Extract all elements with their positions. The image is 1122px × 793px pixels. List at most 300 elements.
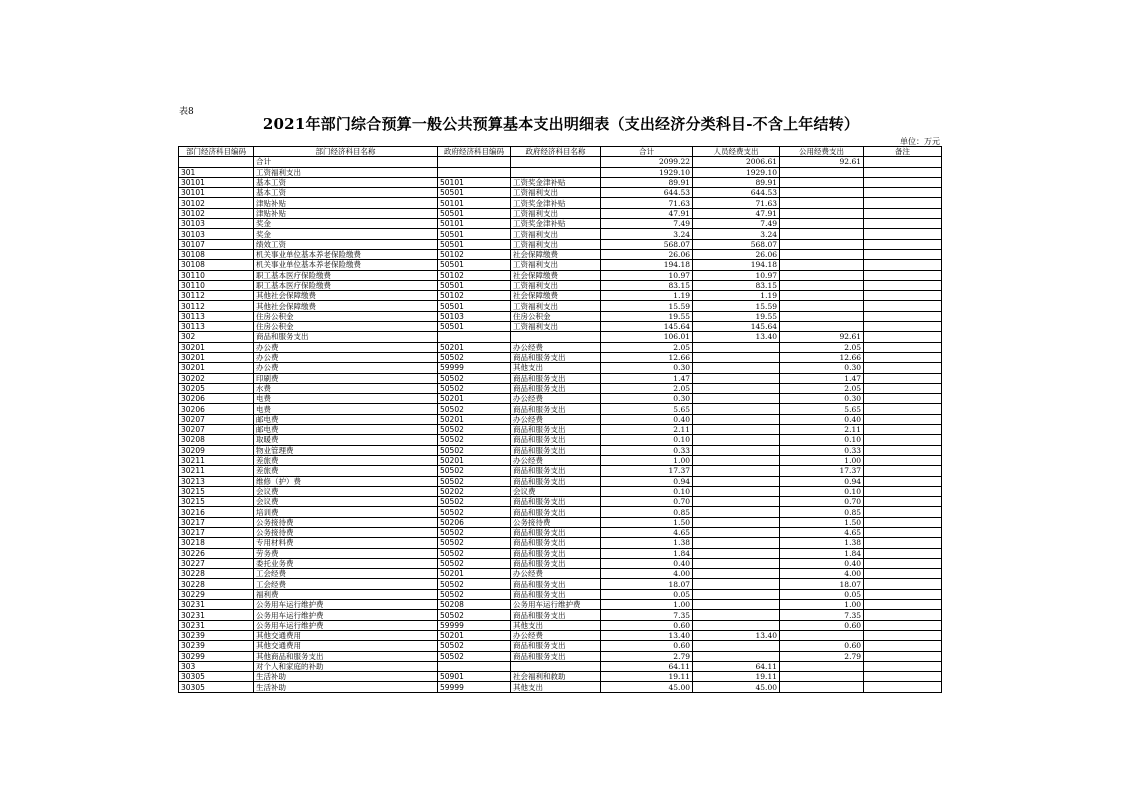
- personnel-cell: 194.18: [693, 260, 780, 270]
- remark-cell: [864, 538, 942, 548]
- gov-code-cell: 50201: [438, 414, 511, 424]
- public-cell: 12.66: [780, 352, 864, 362]
- gov-code-cell: 50206: [438, 517, 511, 527]
- public-cell: [780, 198, 864, 208]
- table-row: [179, 425, 942, 435]
- total-cell: 0.10: [601, 486, 693, 496]
- public-cell: [780, 219, 864, 229]
- total-cell: 0.60: [601, 641, 693, 651]
- total-cell: 0.70: [601, 497, 693, 507]
- table-row: [179, 352, 942, 362]
- dept-code-cell: 30305: [179, 672, 254, 682]
- total-cell: 26.06: [601, 249, 693, 259]
- gov-name-cell: 商品和服务支出: [511, 425, 601, 435]
- remark-cell: [864, 188, 942, 198]
- header-gov-name: 政府经济科目名称: [511, 147, 601, 157]
- public-cell: [780, 239, 864, 249]
- dept-name-cell: 公务用车运行维护费: [254, 610, 438, 620]
- total-cell: 0.40: [601, 558, 693, 568]
- table-row: [179, 641, 942, 651]
- gov-name-cell: 办公经费: [511, 630, 601, 640]
- table-row: [179, 620, 942, 630]
- gov-code-cell: 50502: [438, 651, 511, 661]
- dept-code-cell: 30101: [179, 188, 254, 198]
- total-cell: 7.49: [601, 219, 693, 229]
- dept-name-cell: 印刷费: [254, 373, 438, 383]
- personnel-cell: [693, 394, 780, 404]
- dept-name-cell: 绩效工资: [254, 239, 438, 249]
- personnel-cell: [693, 455, 780, 465]
- dept-name-cell: 委托业务费: [254, 558, 438, 568]
- dept-name-cell: 奖金: [254, 229, 438, 239]
- table-row: [179, 445, 942, 455]
- remark-cell: [864, 641, 942, 651]
- dept-code-cell: 30103: [179, 229, 254, 239]
- dept-name-cell: 其他商品和服务支出: [254, 651, 438, 661]
- dept-code-cell: 30217: [179, 527, 254, 537]
- remark-cell: [864, 352, 942, 362]
- personnel-cell: [693, 373, 780, 383]
- remark-cell: [864, 342, 942, 352]
- gov-code-cell: 50208: [438, 600, 511, 610]
- personnel-cell: [693, 589, 780, 599]
- personnel-cell: [693, 342, 780, 352]
- remark-cell: [864, 435, 942, 445]
- gov-code-cell: 50201: [438, 455, 511, 465]
- remark-cell: [864, 167, 942, 177]
- gov-code-cell: 50501: [438, 260, 511, 270]
- gov-name-cell: 商品和服务支出: [511, 507, 601, 517]
- gov-code-cell: 50502: [438, 425, 511, 435]
- total-cell: 1929.10: [601, 167, 693, 177]
- personnel-cell: [693, 641, 780, 651]
- dept-code-cell: 30229: [179, 589, 254, 599]
- public-cell: [780, 177, 864, 187]
- total-cell: 1.84: [601, 548, 693, 558]
- remark-cell: [864, 600, 942, 610]
- remark-cell: [864, 270, 942, 280]
- personnel-cell: 64.11: [693, 661, 780, 671]
- gov-name-cell: 商品和服务支出: [511, 589, 601, 599]
- public-cell: 1.00: [780, 455, 864, 465]
- public-cell: 0.30: [780, 363, 864, 373]
- dept-code-cell: 30231: [179, 620, 254, 630]
- personnel-cell: [693, 486, 780, 496]
- remark-cell: [864, 208, 942, 218]
- remark-cell: [864, 404, 942, 414]
- total-cell: 568.07: [601, 239, 693, 249]
- dept-name-cell: 机关事业单位基本养老保险缴费: [254, 249, 438, 259]
- public-cell: 0.05: [780, 589, 864, 599]
- dept-code-cell: 30239: [179, 641, 254, 651]
- table-row: [179, 466, 942, 476]
- total-cell: 3.24: [601, 229, 693, 239]
- public-cell: 2.79: [780, 651, 864, 661]
- dept-code-cell: 30231: [179, 600, 254, 610]
- public-cell: 0.10: [780, 435, 864, 445]
- public-cell: 0.30: [780, 394, 864, 404]
- remark-cell: [864, 425, 942, 435]
- total-cell: 83.15: [601, 280, 693, 290]
- gov-name-cell: 其他支出: [511, 682, 601, 692]
- table-row: [179, 177, 942, 187]
- table-row: [179, 589, 942, 599]
- gov-code-cell: 50201: [438, 394, 511, 404]
- total-cell: 0.94: [601, 476, 693, 486]
- gov-code-cell: 50502: [438, 497, 511, 507]
- gov-name-cell: 工资福利支出: [511, 260, 601, 270]
- gov-code-cell: 50502: [438, 641, 511, 651]
- gov-name-cell: 商品和服务支出: [511, 497, 601, 507]
- total-cell: 1.00: [601, 455, 693, 465]
- total-cell: 45.00: [601, 682, 693, 692]
- gov-code-cell: 50102: [438, 270, 511, 280]
- dept-name-cell: 福利费: [254, 589, 438, 599]
- gov-name-cell: 办公经费: [511, 569, 601, 579]
- public-cell: 92.61: [780, 332, 864, 342]
- gov-code-cell: 50502: [438, 579, 511, 589]
- remark-cell: [864, 394, 942, 404]
- table-row: [179, 579, 942, 589]
- gov-code-cell: 50101: [438, 198, 511, 208]
- remark-cell: [864, 630, 942, 640]
- remark-cell: [864, 507, 942, 517]
- dept-name-cell: 会议费: [254, 497, 438, 507]
- table-row: [179, 239, 942, 249]
- table-row: [179, 600, 942, 610]
- dept-code-cell: 30211: [179, 455, 254, 465]
- public-cell: 18.07: [780, 579, 864, 589]
- gov-name-cell: 办公经费: [511, 342, 601, 352]
- table-row: [179, 661, 942, 671]
- gov-name-cell: 工资福利支出: [511, 239, 601, 249]
- dept-code-cell: 30201: [179, 342, 254, 352]
- personnel-cell: [693, 527, 780, 537]
- personnel-cell: [693, 435, 780, 445]
- total-cell: 2.79: [601, 651, 693, 661]
- dept-name-cell: 职工基本医疗保险缴费: [254, 270, 438, 280]
- header-personnel: 人员经费支出: [693, 147, 780, 157]
- table-row: [179, 548, 942, 558]
- gov-code-cell: 50502: [438, 404, 511, 414]
- dept-code-cell: 30108: [179, 260, 254, 270]
- public-cell: 1.47: [780, 373, 864, 383]
- public-cell: [780, 630, 864, 640]
- gov-code-cell: 50502: [438, 610, 511, 620]
- public-cell: 1.84: [780, 548, 864, 558]
- gov-code-cell: 50502: [438, 373, 511, 383]
- table-row: [179, 414, 942, 424]
- personnel-cell: 15.59: [693, 301, 780, 311]
- gov-name-cell: [511, 167, 601, 177]
- gov-name-cell: 商品和服务支出: [511, 466, 601, 476]
- total-cell: 10.97: [601, 270, 693, 280]
- dept-name-cell: 住房公积金: [254, 311, 438, 321]
- remark-cell: [864, 466, 942, 476]
- total-cell: 89.91: [601, 177, 693, 187]
- gov-name-cell: 社会保障缴费: [511, 270, 601, 280]
- unit-label: 单位：万元: [900, 137, 940, 146]
- dept-code-cell: 30215: [179, 486, 254, 496]
- header-dept-name: 部门经济科目名称: [254, 147, 438, 157]
- gov-code-cell: 50501: [438, 280, 511, 290]
- dept-name-cell: 差旅费: [254, 455, 438, 465]
- dept-code-cell: [179, 157, 254, 167]
- dept-code-cell: 30113: [179, 311, 254, 321]
- remark-cell: [864, 229, 942, 239]
- table-row: [179, 363, 942, 373]
- dept-name-cell: 其他社会保障缴费: [254, 291, 438, 301]
- personnel-cell: 1.19: [693, 291, 780, 301]
- personnel-cell: 13.40: [693, 630, 780, 640]
- header-row: [179, 147, 942, 157]
- dept-code-cell: 30207: [179, 425, 254, 435]
- public-cell: [780, 311, 864, 321]
- personnel-cell: [693, 414, 780, 424]
- gov-code-cell: [438, 167, 511, 177]
- gov-code-cell: 50101: [438, 177, 511, 187]
- remark-cell: [864, 363, 942, 373]
- remark-cell: [864, 177, 942, 187]
- total-cell: 7.35: [601, 610, 693, 620]
- gov-name-cell: 其他支出: [511, 620, 601, 630]
- dept-code-cell: 30217: [179, 517, 254, 527]
- dept-name-cell: 津贴补贴: [254, 198, 438, 208]
- table-row: [179, 342, 942, 352]
- public-cell: [780, 301, 864, 311]
- gov-name-cell: 工资奖金津补贴: [511, 177, 601, 187]
- dept-code-cell: 30102: [179, 208, 254, 218]
- dept-name-cell: 办公费: [254, 352, 438, 362]
- dept-code-cell: 30216: [179, 507, 254, 517]
- table-row: [179, 383, 942, 393]
- total-cell: 5.65: [601, 404, 693, 414]
- total-cell: 12.66: [601, 352, 693, 362]
- dept-name-cell: 公务接待费: [254, 527, 438, 537]
- dept-name-cell: 工会经费: [254, 569, 438, 579]
- dept-code-cell: 30110: [179, 270, 254, 280]
- personnel-cell: 145.64: [693, 322, 780, 332]
- total-cell: 18.07: [601, 579, 693, 589]
- public-cell: [780, 661, 864, 671]
- remark-cell: [864, 548, 942, 558]
- remark-cell: [864, 476, 942, 486]
- gov-name-cell: 商品和服务支出: [511, 383, 601, 393]
- personnel-cell: [693, 363, 780, 373]
- dept-code-cell: 30201: [179, 363, 254, 373]
- gov-code-cell: 50101: [438, 219, 511, 229]
- gov-name-cell: 住房公积金: [511, 311, 601, 321]
- public-cell: [780, 249, 864, 259]
- gov-code-cell: 50201: [438, 342, 511, 352]
- total-cell: 4.65: [601, 527, 693, 537]
- personnel-cell: 89.91: [693, 177, 780, 187]
- table-row: [179, 270, 942, 280]
- gov-code-cell: 59999: [438, 363, 511, 373]
- gov-name-cell: 办公经费: [511, 394, 601, 404]
- gov-name-cell: 工资福利支出: [511, 188, 601, 198]
- gov-name-cell: 社会福利和救助: [511, 672, 601, 682]
- total-cell: 1.50: [601, 517, 693, 527]
- personnel-cell: [693, 476, 780, 486]
- total-cell: 644.53: [601, 188, 693, 198]
- remark-cell: [864, 157, 942, 167]
- gov-code-cell: 50501: [438, 322, 511, 332]
- gov-code-cell: 50502: [438, 466, 511, 476]
- remark-cell: [864, 517, 942, 527]
- dept-code-cell: 30206: [179, 404, 254, 414]
- gov-name-cell: 工资福利支出: [511, 301, 601, 311]
- gov-name-cell: 商品和服务支出: [511, 373, 601, 383]
- dept-name-cell: 邮电费: [254, 425, 438, 435]
- dept-code-cell: 30218: [179, 538, 254, 548]
- gov-name-cell: [511, 157, 601, 167]
- personnel-cell: 644.53: [693, 188, 780, 198]
- gov-code-cell: [438, 661, 511, 671]
- table-row: [179, 188, 942, 198]
- gov-name-cell: 社会保障缴费: [511, 249, 601, 259]
- dept-name-cell: 商品和服务支出: [254, 332, 438, 342]
- dept-code-cell: 30101: [179, 177, 254, 187]
- table-row: [179, 322, 942, 332]
- table-row: [179, 394, 942, 404]
- gov-code-cell: 50501: [438, 301, 511, 311]
- gov-code-cell: 50901: [438, 672, 511, 682]
- remark-cell: [864, 651, 942, 661]
- dept-name-cell: 公务用车运行维护费: [254, 620, 438, 630]
- table-row: [179, 208, 942, 218]
- table-row: [179, 157, 942, 167]
- total-cell: 19.55: [601, 311, 693, 321]
- dept-name-cell: 公务用车运行维护费: [254, 600, 438, 610]
- remark-cell: [864, 579, 942, 589]
- header-remark: 备注: [864, 147, 942, 157]
- gov-name-cell: [511, 661, 601, 671]
- table-row: [179, 682, 942, 692]
- remark-cell: [864, 373, 942, 383]
- public-cell: 0.85: [780, 507, 864, 517]
- public-cell: [780, 291, 864, 301]
- remark-cell: [864, 383, 942, 393]
- remark-cell: [864, 682, 942, 692]
- table-row: [179, 260, 942, 270]
- dept-name-cell: 专用材料费: [254, 538, 438, 548]
- gov-name-cell: 商品和服务支出: [511, 445, 601, 455]
- dept-code-cell: 30108: [179, 249, 254, 259]
- table-row: [179, 455, 942, 465]
- gov-code-cell: [438, 157, 511, 167]
- table-row: [179, 497, 942, 507]
- public-cell: [780, 322, 864, 332]
- dept-name-cell: 合计: [254, 157, 438, 167]
- personnel-cell: 19.11: [693, 672, 780, 682]
- dept-name-cell: 劳务费: [254, 548, 438, 558]
- total-cell: 145.64: [601, 322, 693, 332]
- personnel-cell: [693, 507, 780, 517]
- gov-code-cell: 50502: [438, 435, 511, 445]
- dept-code-cell: 30227: [179, 558, 254, 568]
- gov-name-cell: 商品和服务支出: [511, 641, 601, 651]
- dept-name-cell: 会议费: [254, 486, 438, 496]
- dept-code-cell: 30228: [179, 569, 254, 579]
- dept-code-cell: 30202: [179, 373, 254, 383]
- dept-code-cell: 30206: [179, 394, 254, 404]
- dept-code-cell: 30305: [179, 682, 254, 692]
- gov-code-cell: 50201: [438, 569, 511, 579]
- personnel-cell: 83.15: [693, 280, 780, 290]
- table-row: [179, 651, 942, 661]
- public-cell: 4.00: [780, 569, 864, 579]
- public-cell: 0.40: [780, 414, 864, 424]
- dept-name-cell: 工会经费: [254, 579, 438, 589]
- remark-cell: [864, 455, 942, 465]
- total-cell: 0.40: [601, 414, 693, 424]
- personnel-cell: [693, 497, 780, 507]
- remark-cell: [864, 497, 942, 507]
- dept-name-cell: 机关事业单位基本养老保险缴费: [254, 260, 438, 270]
- remark-cell: [864, 332, 942, 342]
- remark-cell: [864, 311, 942, 321]
- public-cell: 1.00: [780, 600, 864, 610]
- table-row: [179, 229, 942, 239]
- remark-cell: [864, 672, 942, 682]
- gov-name-cell: 工资福利支出: [511, 322, 601, 332]
- public-cell: [780, 208, 864, 218]
- table-row: [179, 558, 942, 568]
- dept-code-cell: 30208: [179, 435, 254, 445]
- header-public: 公用经费支出: [780, 147, 864, 157]
- dept-name-cell: 工资福利支出: [254, 167, 438, 177]
- remark-cell: [864, 291, 942, 301]
- remark-cell: [864, 301, 942, 311]
- gov-code-cell: 50502: [438, 589, 511, 599]
- table-row: [179, 332, 942, 342]
- table-row: [179, 476, 942, 486]
- dept-name-cell: 办公费: [254, 363, 438, 373]
- dept-name-cell: 电费: [254, 404, 438, 414]
- personnel-cell: [693, 569, 780, 579]
- budget-table: [178, 146, 942, 693]
- gov-code-cell: 50502: [438, 507, 511, 517]
- table-row: [179, 672, 942, 682]
- gov-code-cell: 50102: [438, 249, 511, 259]
- total-cell: 106.01: [601, 332, 693, 342]
- dept-code-cell: 30102: [179, 198, 254, 208]
- dept-name-cell: 津贴补贴: [254, 208, 438, 218]
- total-cell: 1.38: [601, 538, 693, 548]
- table-row: [179, 527, 942, 537]
- public-cell: [780, 229, 864, 239]
- gov-name-cell: [511, 332, 601, 342]
- public-cell: 0.60: [780, 620, 864, 630]
- gov-name-cell: 商品和服务支出: [511, 435, 601, 445]
- gov-code-cell: 50502: [438, 558, 511, 568]
- public-cell: 0.33: [780, 445, 864, 455]
- table-number: 表8: [179, 107, 194, 117]
- public-cell: 2.11: [780, 425, 864, 435]
- dept-name-cell: 基本工资: [254, 177, 438, 187]
- dept-code-cell: 303: [179, 661, 254, 671]
- total-cell: 1.00: [601, 600, 693, 610]
- personnel-cell: 1929.10: [693, 167, 780, 177]
- gov-name-cell: 商品和服务支出: [511, 476, 601, 486]
- gov-name-cell: 商品和服务支出: [511, 558, 601, 568]
- page-title: 2021年部门综合预算一般公共预算基本支出明细表（支出经济分类科目-不含上年结转）: [262, 115, 860, 133]
- gov-name-cell: 工资福利支出: [511, 229, 601, 239]
- total-cell: 47.91: [601, 208, 693, 218]
- personnel-cell: 3.24: [693, 229, 780, 239]
- total-cell: 0.30: [601, 394, 693, 404]
